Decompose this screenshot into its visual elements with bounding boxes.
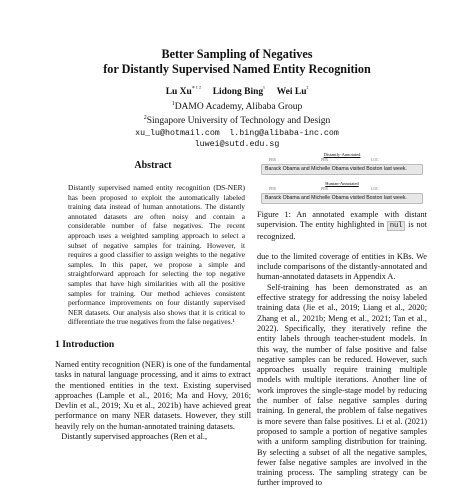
intro-heading: 1 Introduction <box>55 338 115 350</box>
author-block <box>0 84 474 151</box>
title-line-2: for Distantly Supervised Named Entity Recognition <box>103 62 371 76</box>
figure-panel-distant <box>261 152 423 175</box>
affiliation-1: $^1$DAMO Academy, Alibaba Group <box>171 100 303 112</box>
abstract-heading: Abstract <box>134 160 172 171</box>
title-line-1: Better Sampling of Negatives <box>161 47 313 61</box>
label-per: PER <box>269 187 276 191</box>
figure-sentence: Barack Obama and Michelle Obama visited Boston last week. <box>261 164 423 175</box>
left-column <box>55 160 251 442</box>
figure-caption: Figure 1: An annotated example with distant supervision. The entity highlighted in nul is not recognized. <box>257 210 427 241</box>
label-per: PER <box>321 158 328 162</box>
author-1-sup: * ¹ ² <box>191 86 201 92</box>
email-2: l.bing@alibaba-inc.com <box>229 128 339 138</box>
author-3: Wei Lu <box>276 87 307 98</box>
label-loc: LOC <box>371 158 379 162</box>
author-2-sup: ¹ <box>263 86 265 92</box>
author-3-sup: ² <box>306 86 309 92</box>
label-per: PER <box>269 158 276 162</box>
abstract-text: Distantly supervised named entity recognition (DS-NER) has been proposed to exploit the automatically labeled training data instead of human annotations. The distantly annotated datasets are often noisy and contain a considerable number of false negatives. The recent approach uses a weighted sampling approach to select a subset of negative samples for training. However, it requires a good classifier to assign weights to the negative samples. In this paper, we propose a simple and straightforward approach for selecting the top negative samples that have high similarities with all the positive samples for training. Our method achieves consistent performance improvements on four distantly supervised NER datasets. Our analysis also shows that it is critical to differentiate the true negatives from the false negatives.¹ <box>68 183 245 327</box>
figure-title-distant: Distantly-Annotated <box>323 152 361 157</box>
label-loc: LOC <box>371 187 379 191</box>
intro-paragraph: Named entity recognition (NER) is one of the fundamental tasks in natural language processing, and it aims to extract the mentioned entities in the text. Existing supervised approaches (Lample et al., 2016; Ma and Hovy, 2016; Devlin et al., 2019; Xu et al., 2021b) have achieved great performance on many NER datasets. However, they still heavily rely on the human-annotated training datasets. Distantly supervised approaches (Ren et al., <box>55 359 251 441</box>
figure-sentence: Barack Obama and Michelle Obama visited Boston last week. <box>261 193 423 204</box>
caption-code: nul <box>387 221 406 231</box>
email-1: xu_lu@hotmail.com <box>135 128 220 138</box>
email-3: luwei@sutd.edu.sg <box>194 140 280 150</box>
figure-panel-human <box>261 181 423 204</box>
right-column <box>257 152 427 489</box>
author-names <box>0 84 474 99</box>
right-paragraph-2: Self-training has been demonstrated as an effective strategy for addressing the noisy labeled training data (Jie et al., 2019; Liang et al., 2020; Zhang et al., 2021b; Meng et al., 2021; Tan et al., 2022). Specifically, they iteratively refine the entity labels through teacher-student models. In this way, the number of false positive and false negative samples can be reduced. However, such approaches usually require training multiple models with multiple iterations. Another line of work improves the single-stage model by reducing the number of false negative samples during training. In general, the problem of false negatives is more severe than false positives. Li et al. (2021) proposed to sample a portion of negative samples with a uniform sampling distribution for training. By selecting a subset of all the negative samples, fewer false negative samples are involved in the training process. The sampling strategy can be further improved to <box>257 282 427 488</box>
figure-1 <box>257 152 427 242</box>
affiliation-2: $^2$Singapore University of Technology and Design <box>143 115 331 127</box>
right-paragraph-1: due to the limited coverage of entities in KBs. We include comparisons of the distantly-annotated and human-annotated datasets in Appendix A. <box>257 251 427 282</box>
label-per: PER <box>321 187 328 191</box>
right-body-text <box>257 252 427 489</box>
paper-title <box>0 47 474 77</box>
author-2: Lidong Bing <box>212 87 264 98</box>
figure-title-human: Human-Annotated <box>325 181 359 186</box>
author-emails <box>0 128 474 140</box>
author-1: Lu Xu <box>165 87 192 98</box>
